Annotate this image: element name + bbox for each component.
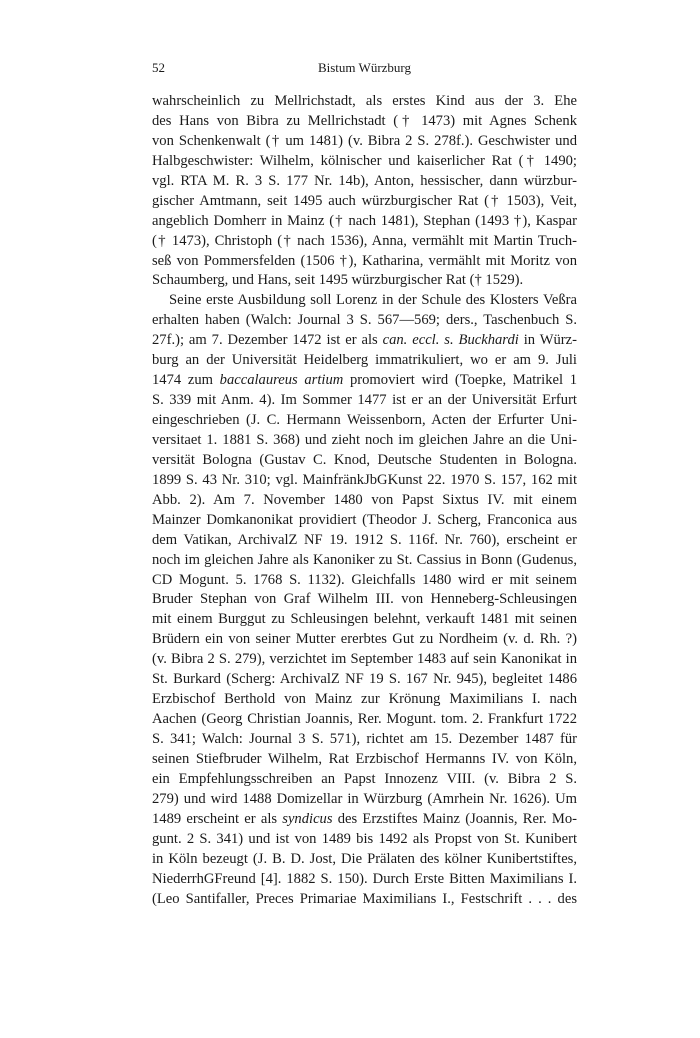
text-line: [152, 770, 577, 790]
text-line: [152, 471, 577, 491]
text-line: [152, 730, 577, 750]
text-run: S. 341; Walch: Journal 3 S. 571), richtet am 15. Dezember 1487 für: [152, 731, 577, 747]
text-line: [152, 252, 577, 272]
paragraph: [152, 291, 577, 909]
text-run: promoviert wird (Toepke, Matrikel 1: [343, 372, 577, 389]
page-number: 52: [152, 60, 165, 75]
body-text: [152, 92, 577, 909]
text-line: [152, 551, 577, 571]
text-line: [152, 172, 577, 192]
text-run: (Leo Santifaller, Preces Primariae Maximilians I., Festschrift . . . des: [152, 890, 577, 907]
text-run: von Schenkenwalt († um 1481) (v. Bibra 2 S. 278f.). Geschwister und: [152, 132, 577, 149]
text-run: Brüdern ein von seiner Mutter ererbtes Gut zu Nordheim (v. d. Rh. ?): [152, 631, 577, 648]
text-run: noch im gleichen Jahre als Kanoniker zu St. Cassius in Bonn (Gudenus,: [152, 551, 577, 568]
text-run: 1899 S. 43 Nr. 310; vgl. MainfränkJbGKunst 22. 1970 S. 157, 162 mit: [152, 471, 577, 488]
text-line: [152, 411, 577, 431]
text-run: Aachen (Georg Christian Joannis, Rer. Mogunt. tom. 2. Frankfurt 1722: [152, 711, 577, 728]
text-run: dem Vatikan, ArchivalZ NF 19. 1912 S. 116f. Nr. 760), erscheint er: [152, 531, 577, 548]
text-run: gunt. 2 S. 341) und ist von 1489 bis 1492 als Propst von St. Kunibert: [152, 830, 577, 847]
text-line: [152, 590, 577, 610]
text-line: [152, 351, 577, 371]
text-run: Halbgeschwister: Wilhelm, kölnischer und kaiserlicher Rat († 1490;: [152, 152, 577, 169]
text-run: vgl. RTA M. R. 3 S. 177 Nr. 14b), Anton, hessischer, dann würzbur-: [152, 172, 577, 189]
text-line: [152, 232, 577, 252]
text-run: angeblich Domherr in Mainz († nach 1481), Stephan (1493 †), Kaspar: [152, 212, 577, 229]
text-line: [152, 810, 577, 830]
text-line: [152, 152, 577, 172]
text-run: 1474 zum: [152, 372, 220, 389]
text-line: [152, 192, 577, 212]
text-line: [152, 311, 577, 331]
text-line: [152, 291, 577, 311]
text-line: [152, 630, 577, 650]
text-line: [152, 371, 577, 391]
running-title: Bistum Würzburg: [317, 60, 412, 75]
text-line: [152, 670, 577, 690]
text-run: seinen Stiefbruder Wilhelm, Rat Erzbischof Hermanns IV. von Köln,: [152, 750, 577, 767]
text-line: [152, 112, 577, 132]
italic-term: can. eccl. s. Buckhardi: [382, 332, 519, 349]
text-line: [152, 451, 577, 471]
text-run: S. 339 mit Anm. 4). Im Sommer 1477 ist er an der Universität Erfurt: [152, 392, 577, 409]
text-run: versität Bologna (Gustav C. Knod, Deutsche Studenten in Bologna.: [152, 451, 577, 468]
text-run: 1489 erscheint er als: [152, 810, 283, 827]
text-line: [152, 531, 577, 551]
text-run: erhalten haben (Walch: Journal 3 S. 567—569; ders., Taschenbuch S.: [152, 312, 577, 329]
text-line: [152, 890, 577, 910]
text-line: [152, 850, 577, 870]
text-run: des Erzstiftes Mainz (Joannis, Rer. Mo-: [332, 810, 577, 827]
text-line: [152, 92, 577, 112]
text-line: [152, 571, 577, 591]
text-run: ein Empfehlungsschreiben an Papst Innozenz VIII. (v. Bibra 2 S.: [152, 770, 577, 787]
text-line: [152, 132, 577, 152]
text-line: [152, 750, 577, 770]
text-line: [152, 870, 577, 890]
paragraph: [152, 92, 577, 291]
text-run: (v. Bibra 2 S. 279), verzichtet im September 1483 auf sein Kanonikat in: [152, 651, 577, 668]
text-run: 27f.); am 7. Dezember 1472 ist er als: [152, 332, 383, 349]
text-run: in Würz-: [518, 332, 577, 349]
text-line: [152, 271, 577, 291]
text-run: Abb. 2). Am 7. November 1480 von Papst Sixtus IV. mit einem: [152, 491, 577, 508]
text-run: Bruder Stephan von Graf Wilhelm III. von Henneberg-Schleusingen: [152, 591, 577, 608]
italic-term: baccalaureus artium: [219, 372, 344, 389]
text-run: Mainzer Domkanonikat providiert (Theodor J. Scherg, Franconica aus: [152, 511, 577, 528]
text-line: [152, 830, 577, 850]
text-run: St. Burkard (Scherg: ArchivalZ NF 19 S. 167 Nr. 945), begleitet 1486: [152, 671, 577, 688]
text-line: [152, 610, 577, 630]
text-run: NiederrhGFreund [4]. 1882 S. 150). Durch Erste Bitten Maximilians I.: [152, 870, 577, 887]
text-line: [152, 650, 577, 670]
text-run: CD Mogunt. 5. 1768 S. 1132). Gleichfalls 1480 wird er mit seinem: [152, 571, 577, 588]
text-run: Erzbischof Berthold von Mainz zur Krönung Maximilians I. nach: [152, 691, 577, 708]
text-run: gischer Amtmann, seit 1495 auch würzburgischer Rat († 1503), Veit,: [152, 192, 577, 209]
text-line: [152, 690, 577, 710]
text-run: wahrscheinlich zu Mellrichstadt, als erstes Kind aus der 3. Ehe: [152, 93, 577, 109]
text-run: des Hans von Bibra zu Mellrichstadt († 1473) mit Agnes Schenk: [152, 112, 577, 129]
text-run: Schaumberg, und Hans, seit 1495 würzburgischer Rat († 1529).: [152, 272, 524, 289]
text-line: [152, 790, 577, 810]
text-run: seß von Pommersfelden (1506 †), Katharina, vermählt mit Moritz von: [152, 252, 577, 269]
text-run: in Köln bezeugt (J. B. D. Jost, Die Prälaten des kölner Kunibertstiftes,: [152, 850, 577, 867]
running-head: [152, 60, 577, 76]
text-line: [152, 212, 577, 232]
text-run: Seine erste Ausbildung soll Lorenz in der Schule des Klosters Veßra: [169, 292, 577, 309]
italic-term: syndicus: [282, 810, 333, 827]
text-line: [152, 511, 577, 531]
text-run: eingeschrieben (J. C. Hermann Weissenborn, Acten der Erfurter Uni-: [152, 412, 577, 428]
text-run: burg an der Universität Heidelberg immatrikuliert, wo er am 9. Juli: [152, 352, 577, 369]
text-line: [152, 491, 577, 511]
text-line: [152, 431, 577, 451]
text-run: versitaet 1. 1881 S. 368) und zieht noch im gleichen Jahre an die Uni-: [152, 431, 577, 448]
text-line: [152, 710, 577, 730]
text-line: [152, 331, 577, 351]
text-run: 279) und wird 1488 Domizellar in Würzburg (Amrhein Nr. 1626). Um: [152, 790, 577, 807]
text-run: († 1473), Christoph († nach 1536), Anna, vermählt mit Martin Truch-: [152, 232, 577, 249]
text-line: [152, 391, 577, 411]
text-run: mit einem Burggut zu Schleusingen belehnt, verkauft 1481 mit seinen: [152, 611, 577, 628]
